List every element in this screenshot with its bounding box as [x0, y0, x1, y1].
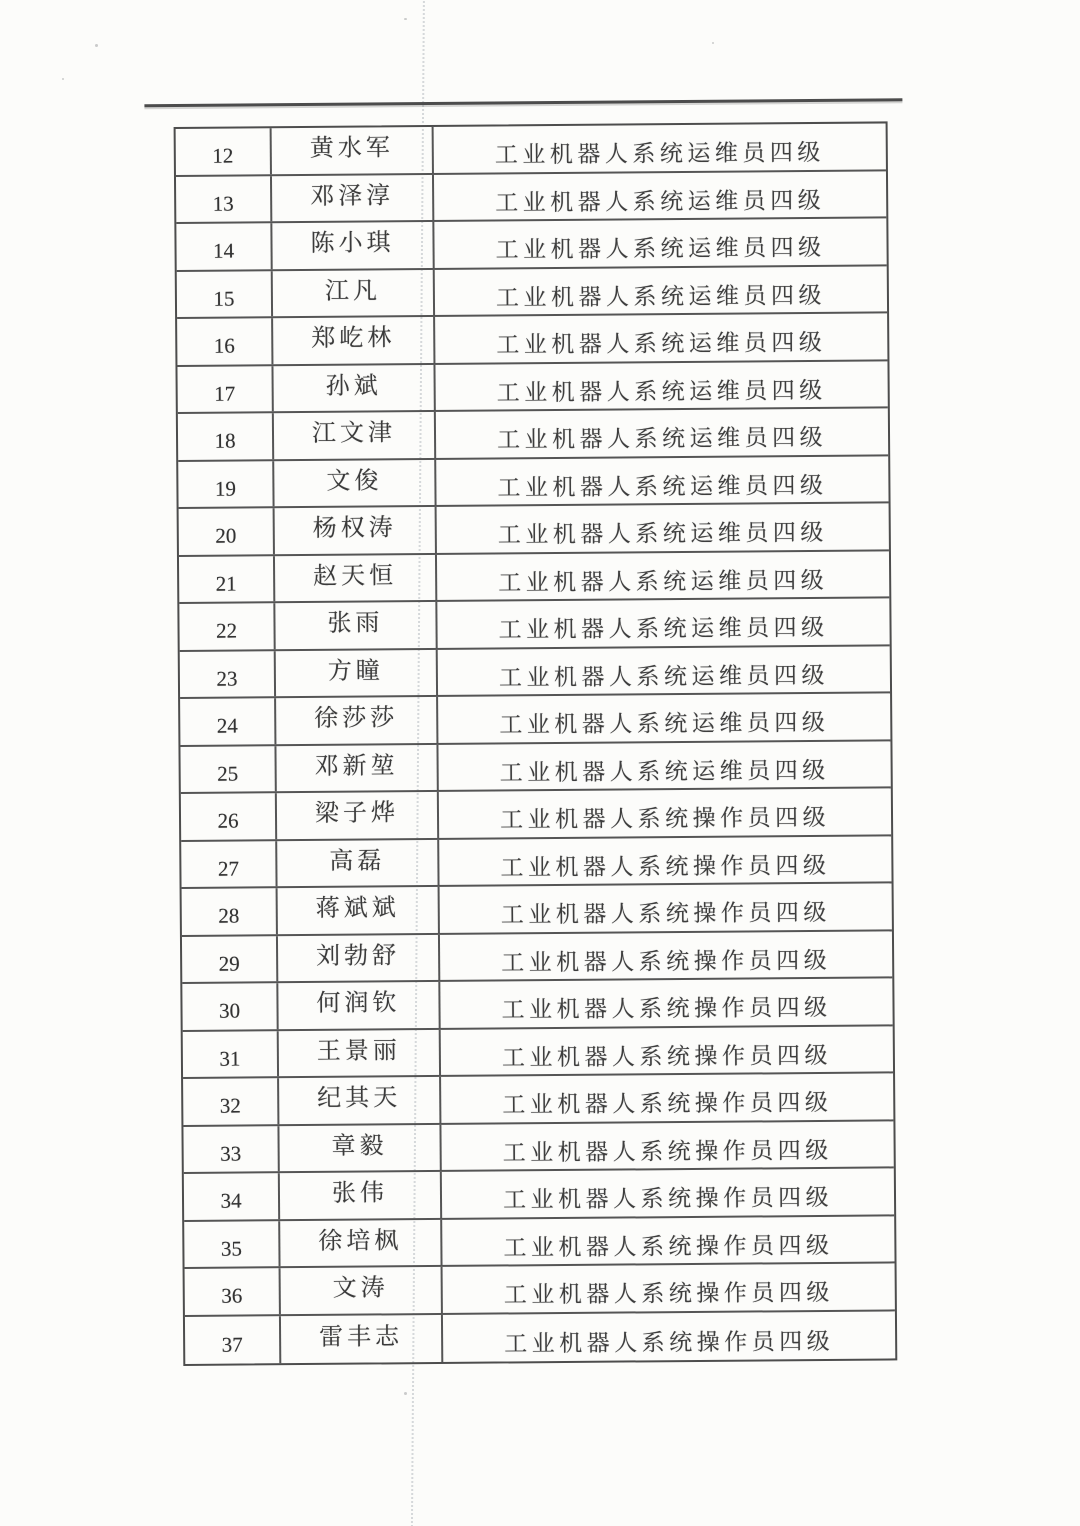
certification-title: 工业机器人系统运维员四级	[495, 187, 826, 216]
person-name: 郑屹林	[311, 325, 396, 353]
certification-cell	[435, 266, 887, 315]
person-name: 梁子烨	[314, 800, 400, 828]
certification-title: 工业机器人系统操作员四级	[502, 1137, 833, 1166]
name-cell	[274, 412, 436, 459]
row-number: 34	[220, 1188, 242, 1213]
table-row	[177, 266, 887, 319]
person-name: 蒋斌斌	[315, 895, 400, 923]
table-row	[179, 551, 889, 604]
person-name: 张雨	[327, 610, 384, 638]
row-number-cell	[177, 366, 273, 412]
table-row	[177, 313, 887, 366]
person-name: 江凡	[324, 278, 381, 305]
certification-cell	[441, 1026, 893, 1075]
certification-title: 工业机器人系统操作员四级	[502, 1090, 833, 1118]
person-name: 章毅	[331, 1133, 388, 1160]
certification-cell	[434, 123, 886, 172]
person-name: 邓泽淳	[310, 183, 395, 210]
row-number-cell	[180, 651, 276, 697]
person-name: 何润钦	[316, 990, 401, 1018]
certification-cell	[438, 693, 890, 742]
certification-title: 工业机器人系统操作员四级	[500, 900, 831, 928]
row-number-cell	[184, 1221, 280, 1267]
table-row	[178, 456, 888, 509]
row-number-cell	[182, 936, 278, 982]
row-number: 35	[220, 1236, 242, 1261]
certification-title: 工业机器人系统运维员四级	[498, 662, 830, 691]
row-number: 15	[213, 286, 235, 311]
table-row	[182, 883, 892, 936]
certification-title: 工业机器人系统运维员四级	[495, 235, 826, 263]
row-number: 33	[220, 1141, 242, 1166]
table-row	[182, 931, 892, 984]
row-number: 19	[214, 476, 237, 501]
table-row	[176, 123, 886, 176]
row-number-cell	[181, 841, 277, 887]
table-row	[179, 503, 889, 556]
row-number: 23	[216, 666, 238, 691]
row-number-cell	[182, 983, 278, 1029]
name-cell	[279, 1029, 441, 1076]
table-row	[178, 408, 888, 461]
row-number: 24	[216, 713, 238, 738]
certification-cell	[439, 836, 891, 885]
row-number: 32	[219, 1093, 241, 1118]
certification-title: 工业机器人系统运维员四级	[499, 757, 830, 786]
person-name: 高磊	[329, 848, 386, 875]
table-row	[181, 788, 891, 841]
name-cell	[272, 127, 434, 174]
row-number-cell	[176, 176, 272, 222]
person-name: 徐培枫	[318, 1228, 403, 1255]
certification-title: 工业机器人系统操作员四级	[501, 1042, 833, 1071]
certification-cell	[437, 551, 889, 600]
row-number-cell	[179, 556, 275, 602]
table-row	[183, 1121, 893, 1174]
table-row	[184, 1168, 894, 1221]
certification-cell	[436, 456, 888, 505]
row-number-cell	[176, 223, 272, 269]
row-number: 30	[218, 998, 241, 1023]
certification-cell	[441, 1073, 893, 1122]
name-cell	[281, 1314, 443, 1363]
certification-cell	[441, 1121, 893, 1170]
row-number-cell	[177, 271, 273, 317]
row-number-cell	[178, 413, 274, 459]
certification-title: 工业机器人系统操作员四级	[500, 852, 831, 881]
name-cell	[280, 1172, 442, 1219]
row-number-cell	[179, 508, 275, 554]
row-number: 29	[218, 951, 240, 976]
row-number-cell	[185, 1316, 281, 1364]
certification-title: 工业机器人系统运维员四级	[494, 140, 825, 168]
certification-cell	[437, 503, 889, 552]
row-number: 20	[215, 523, 237, 548]
name-cell	[278, 982, 440, 1029]
name-cell	[272, 222, 434, 269]
name-cell	[275, 602, 437, 649]
row-number-cell	[183, 1031, 279, 1077]
certification-title: 工业机器人系统运维员四级	[496, 377, 827, 406]
name-cell	[273, 317, 435, 364]
certification-cell	[435, 313, 887, 362]
certification-cell	[437, 598, 889, 647]
person-name: 赵天恒	[313, 563, 398, 590]
name-cell	[277, 839, 439, 886]
table-row	[183, 1073, 893, 1126]
row-number-cell	[176, 128, 272, 174]
row-number: 28	[218, 903, 240, 928]
row-number-cell	[181, 793, 277, 839]
certification-cell	[442, 1168, 894, 1217]
name-cell	[278, 887, 440, 934]
row-number: 12	[212, 143, 234, 168]
row-number: 36	[221, 1283, 243, 1308]
row-number-cell	[178, 461, 274, 507]
table-row	[180, 646, 890, 699]
table-row	[177, 361, 887, 414]
certification-cell	[440, 883, 892, 932]
name-cell	[278, 934, 440, 981]
certification-cell	[435, 361, 887, 410]
name-cell	[274, 459, 436, 506]
table-row	[181, 836, 891, 889]
person-name: 张伟	[331, 1180, 389, 1208]
certification-title: 工业机器人系统运维员四级	[498, 567, 829, 596]
certification-cell	[439, 788, 891, 837]
table-row	[176, 218, 886, 271]
person-name: 方瞳	[327, 658, 384, 685]
certification-title: 工业机器人系统运维员四级	[497, 520, 828, 548]
certification-table	[174, 121, 898, 1366]
table-row	[179, 598, 889, 651]
row-number: 31	[219, 1046, 241, 1071]
row-number: 37	[221, 1332, 243, 1357]
person-name: 陈小琪	[310, 230, 395, 258]
person-name: 文俊	[326, 468, 383, 495]
row-number: 13	[212, 191, 234, 216]
certification-cell	[440, 931, 892, 980]
name-cell	[281, 1267, 443, 1314]
table-row	[183, 1026, 893, 1079]
person-name: 江文津	[311, 420, 397, 448]
name-cell	[276, 744, 438, 791]
name-cell	[279, 1124, 441, 1171]
row-number-cell	[180, 746, 276, 792]
person-name: 孙斌	[325, 373, 382, 400]
row-number: 22	[215, 618, 238, 643]
row-number: 25	[217, 761, 239, 786]
certification-title: 工业机器人系统运维员四级	[498, 615, 829, 643]
certification-cell	[436, 408, 888, 457]
certification-title: 工业机器人系统运维员四级	[497, 472, 828, 501]
certification-title: 工业机器人系统操作员四级	[502, 1185, 834, 1213]
name-cell	[276, 697, 438, 744]
table-row	[185, 1311, 895, 1364]
certification-title: 工业机器人系统运维员四级	[496, 330, 827, 358]
person-name: 纪其天	[317, 1085, 402, 1113]
row-number-cell	[183, 1078, 279, 1124]
certification-cell	[434, 218, 886, 267]
row-number: 16	[213, 333, 235, 358]
certification-cell	[443, 1263, 895, 1312]
certification-cell	[438, 741, 890, 790]
certification-title: 工业机器人系统操作员四级	[504, 1328, 835, 1357]
person-name: 杨权涛	[312, 515, 397, 543]
row-number-cell	[182, 888, 278, 934]
table-row	[176, 171, 886, 224]
row-number: 26	[217, 808, 239, 833]
row-number-cell	[180, 698, 276, 744]
certification-title: 工业机器人系统操作员四级	[499, 805, 831, 833]
header-rule	[144, 98, 902, 106]
name-cell	[273, 364, 435, 411]
name-cell	[276, 649, 438, 696]
certification-title: 工业机器人系统操作员四级	[503, 1232, 834, 1261]
certification-cell	[443, 1311, 895, 1362]
row-number: 17	[214, 381, 236, 406]
row-number-cell	[183, 1126, 279, 1172]
table-row	[184, 1216, 894, 1269]
person-name: 文涛	[332, 1275, 389, 1303]
row-number: 14	[212, 238, 235, 263]
row-number-cell	[185, 1268, 281, 1314]
person-name: 邓新堃	[314, 753, 399, 780]
person-name: 雷丰志	[319, 1324, 404, 1351]
certification-title: 工业机器人系统运维员四级	[495, 282, 827, 311]
person-name: 黄水军	[309, 135, 394, 163]
row-number-cell	[179, 603, 275, 649]
name-cell	[273, 269, 435, 316]
name-cell	[275, 507, 437, 554]
table-row	[185, 1263, 895, 1316]
certification-title: 工业机器人系统操作员四级	[503, 1280, 834, 1308]
name-cell	[277, 792, 439, 839]
certification-title: 工业机器人系统操作员四级	[501, 995, 832, 1023]
person-name: 王景丽	[316, 1038, 401, 1065]
name-cell	[280, 1219, 442, 1266]
name-cell	[279, 1077, 441, 1124]
row-number-cell	[184, 1173, 280, 1219]
certification-title: 工业机器人系统运维员四级	[499, 710, 830, 738]
name-cell	[272, 174, 434, 221]
row-number-cell	[177, 318, 273, 364]
row-number: 18	[214, 428, 236, 453]
certification-cell	[442, 1216, 894, 1265]
table-row	[182, 978, 892, 1031]
certification-title: 工业机器人系统操作员四级	[501, 947, 832, 976]
certification-cell	[438, 646, 890, 695]
row-number: 21	[215, 571, 237, 596]
table-row	[180, 741, 890, 794]
person-name: 刘勃舒	[316, 943, 401, 970]
name-cell	[275, 554, 437, 601]
person-name: 徐莎莎	[314, 705, 399, 733]
row-number: 27	[217, 856, 240, 881]
certification-title: 工业机器人系统运维员四级	[496, 425, 828, 453]
certification-cell	[434, 171, 886, 220]
table-row	[180, 693, 890, 746]
certification-cell	[440, 978, 892, 1027]
